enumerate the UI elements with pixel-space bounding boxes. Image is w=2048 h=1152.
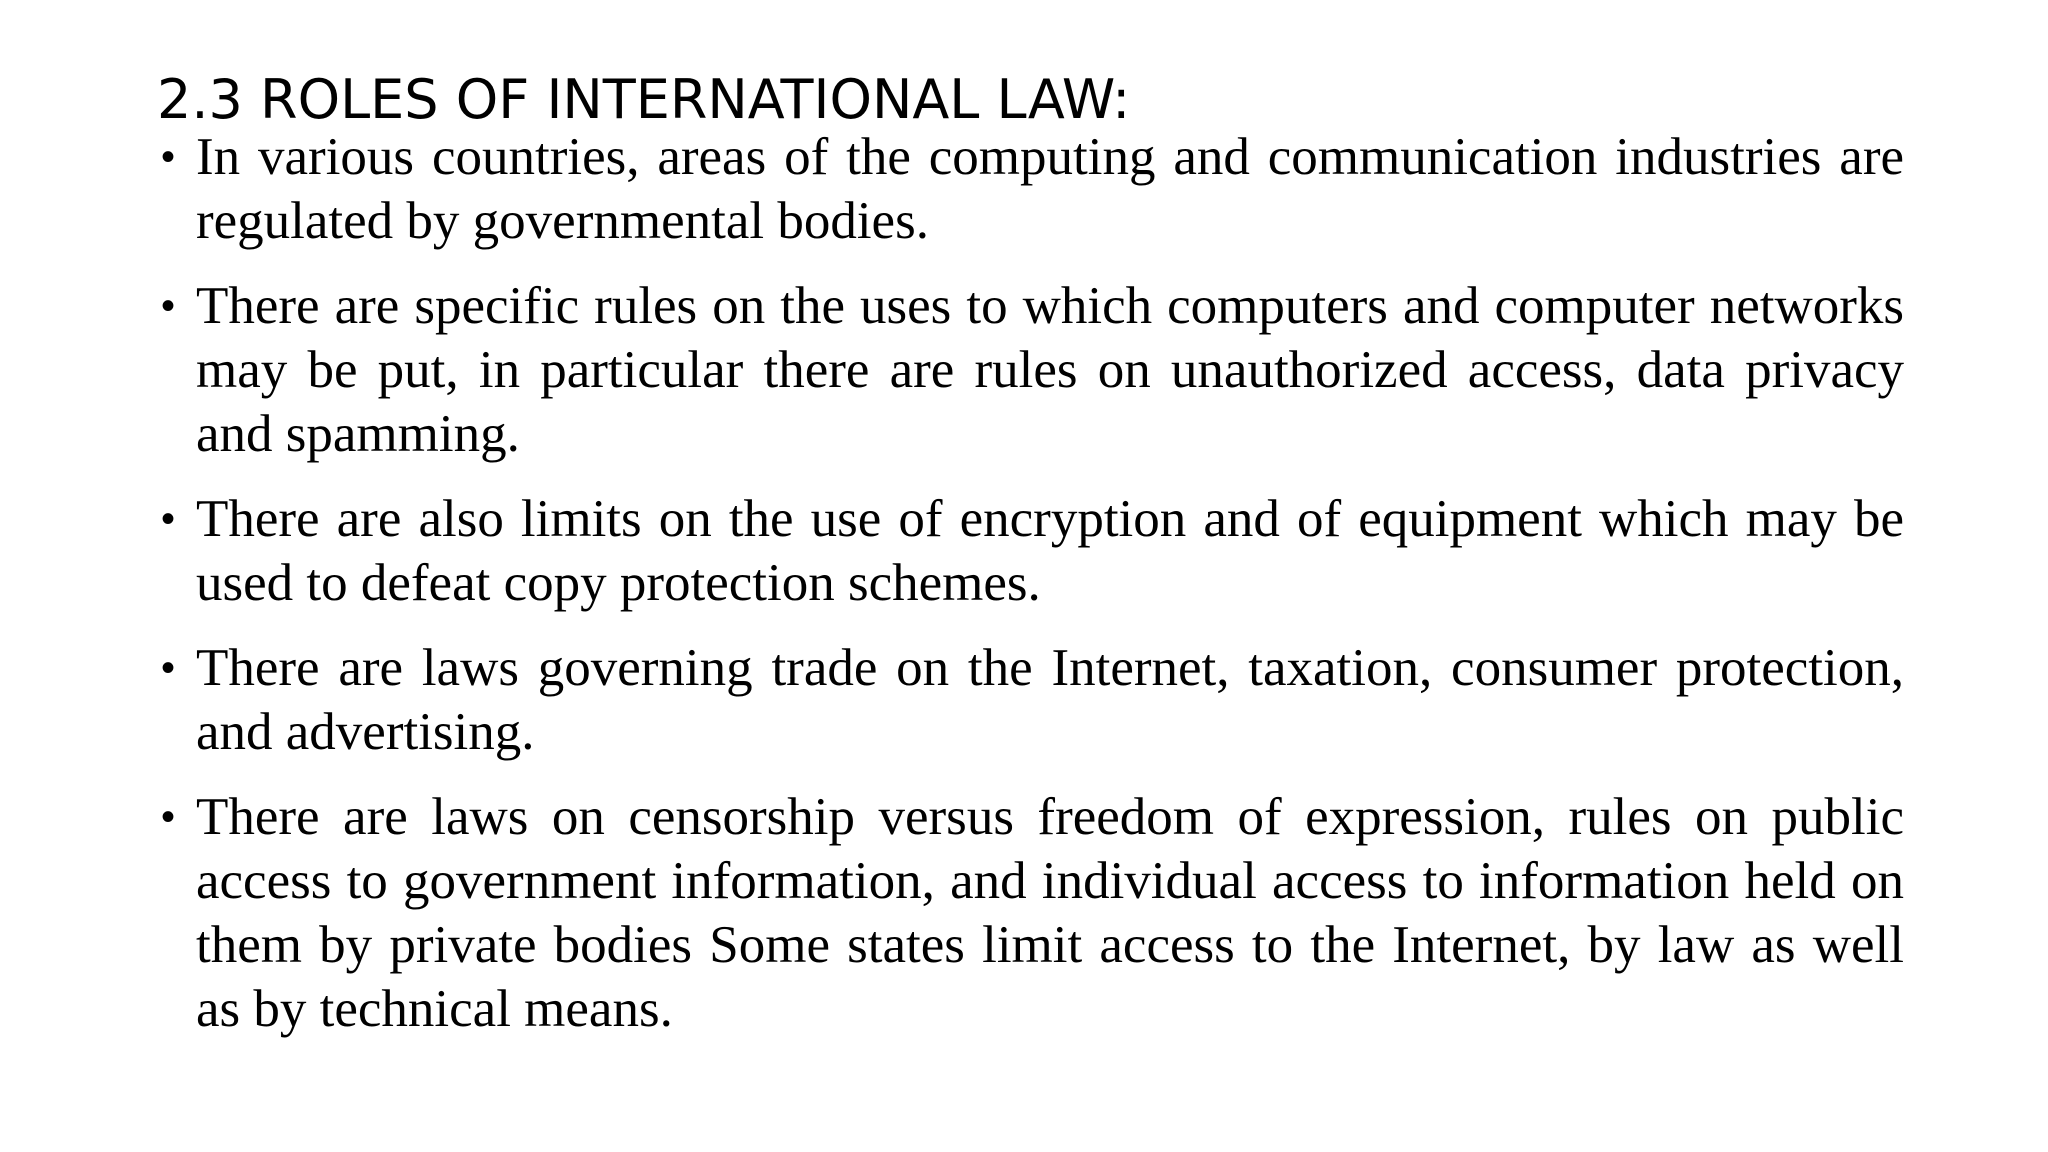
- bullet-icon: •: [161, 135, 176, 179]
- bullet-item: [157, 636, 1904, 764]
- slide-title: 2.3 ROLES OF INTERNATIONAL LAW:: [157, 68, 1131, 131]
- bullet-icon: •: [161, 284, 176, 328]
- bullet-list: [157, 125, 1904, 1062]
- bullet-item: [157, 125, 1904, 253]
- bullet-icon: •: [161, 497, 176, 541]
- bullet-text: There are laws on censorship versus freedom of expression, rules on public access to government information, and individual access to information held on them by private bodies Some states limit access to the Internet, by law as well as by technical means.: [196, 788, 1904, 1038]
- bullet-icon: •: [161, 646, 176, 690]
- bullet-item: [157, 487, 1904, 615]
- bullet-text: There are laws governing trade on the Internet, taxation, consumer protection, and advertising.: [196, 639, 1904, 761]
- bullet-text: There are also limits on the use of encryption and of equipment which may be used to defeat copy protection schemes.: [196, 490, 1904, 612]
- bullet-item: [157, 785, 1904, 1041]
- bullet-icon: •: [161, 795, 176, 839]
- bullet-text: There are specific rules on the uses to which computers and computer networks may be put, in particular there are rules on unauthorized access, data privacy and spamming.: [196, 277, 1904, 463]
- bullet-item: [157, 274, 1904, 466]
- bullet-text: In various countries, areas of the computing and communication industries are regulated by governmental bodies.: [196, 128, 1904, 250]
